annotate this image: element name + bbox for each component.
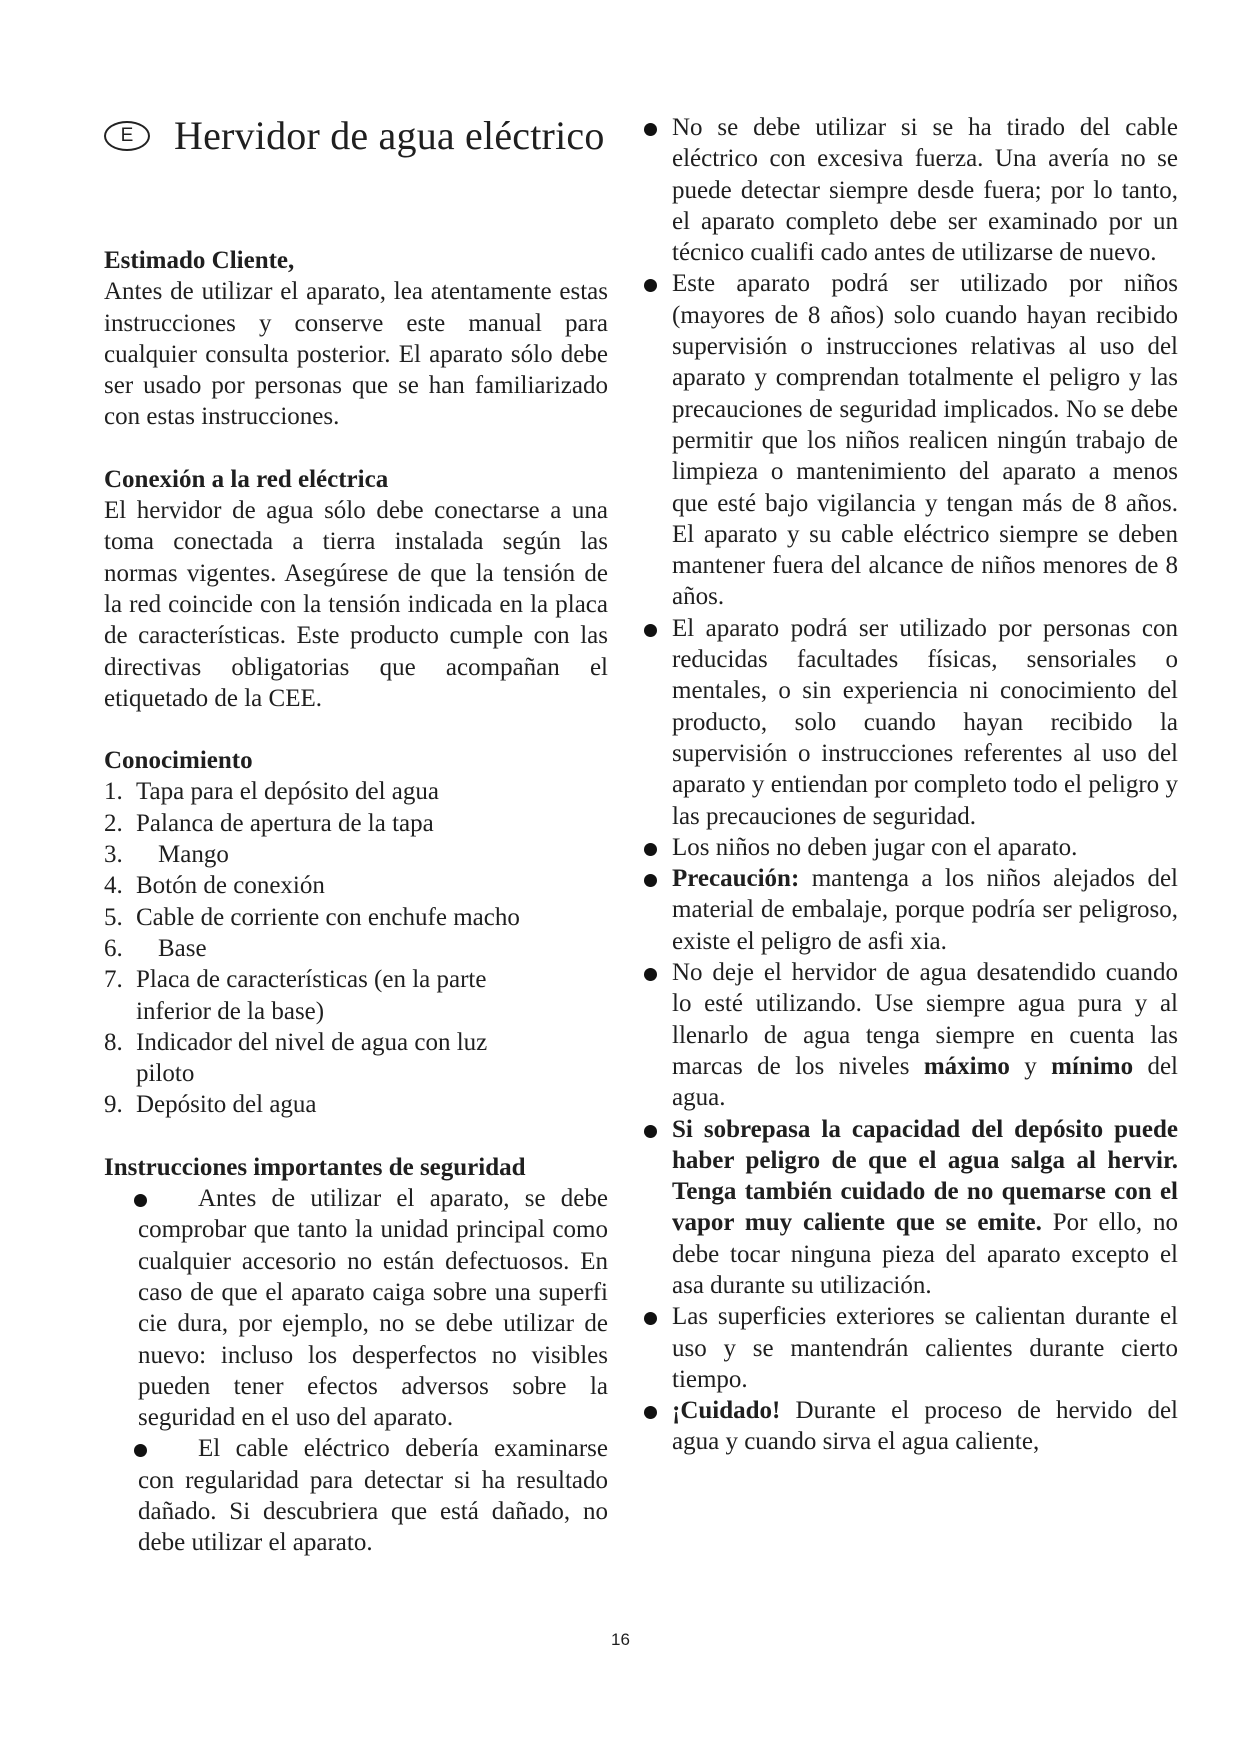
connection-text: El hervidor de agua sólo debe conectarse a una toma conectada a tierra instalada según las normas vigentes. Asegúrese de que la tensión de la red coincide con la tensión indicada en la placa de características. Este producto cumple con las directivas obligatorias que acompañan el etiquetado de la CEE.	[104, 497, 608, 712]
item-text: El aparato podrá ser utilizado por personas con reducidas facultades físicas, sensoriales o mentales, o sin experiencia ni conocimiento del producto, solo cuando hayan recibido la supervisión o instrucciones referentes al uso del aparato y entiendan por completo todo el peligro y las precauciones de seguridad.	[672, 614, 1178, 830]
surfaces-text: Las superficies exteriores se calientan durante el uso y se mantendrán calientes durante cierto tiempo.	[672, 1303, 1178, 1393]
intro-section	[104, 245, 608, 433]
list-item	[104, 776, 608, 807]
item-text: Tapa para el depósito del agua	[136, 778, 439, 806]
item-text: Base	[158, 934, 207, 962]
careful-text: Durante el proceso de hervido del agua y cuando sirva el agua caliente,	[672, 1397, 1178, 1456]
caution-text: mantenga a los niños alejados del material de embalaje, porque podría ser peligroso, existe el peligro de asfi xia.	[672, 865, 1178, 955]
knowledge-section	[104, 745, 608, 1121]
list-item	[104, 1027, 608, 1090]
item-text: Placa de características (en la parte inferior de la base)	[136, 966, 487, 1025]
list-item	[638, 1301, 1178, 1395]
item-text: Cable de corriente con enchufe macho	[136, 903, 520, 931]
list-item	[638, 957, 1178, 1113]
item-number: 5.	[104, 903, 123, 931]
safety-heading: Instrucciones importantes de seguridad	[104, 1153, 526, 1181]
parts-list	[104, 776, 608, 1120]
item-number: 4.	[104, 872, 123, 900]
page-number: 16	[611, 1630, 630, 1649]
intro-text: Antes de utilizar el aparato, lea atentamente estas instrucciones y conserve este manual para cualquier consulta posterior. El aparato sólo debe ser usado por personas que se han familiarizado con estas instrucciones.	[104, 278, 608, 431]
list-item	[638, 832, 1178, 863]
list-item	[638, 1395, 1178, 1458]
item-text: No se debe utilizar si se ha tirado del cable eléctrico con excesiva fuerza. Una avería no se puede detectar siempre desde fuera; por lo tanto, el aparato completo debe ser examinado por un técnico cualifi cado antes de utilizarse de nuevo.	[672, 114, 1178, 267]
list-item	[104, 1089, 608, 1120]
list-item	[104, 902, 608, 933]
connection-section	[104, 464, 608, 714]
item-number: 2.	[104, 809, 123, 837]
bullet-icon	[134, 1444, 147, 1457]
language-badge-icon: E	[104, 121, 150, 151]
bullet-icon	[644, 123, 657, 136]
left-column	[104, 112, 608, 1590]
caution-label: Precaución:	[672, 865, 800, 893]
item-text: Este aparato podrá ser utilizado por niños (mayores de 8 años) solo cuando hayan recibido supervisión o instrucciones relativas al uso del aparato y comprendan totalmente el peligro y las precauciones de seguridad implicados. No se debe permitir que los niños realicen ningún trabajo de limpieza o mantenimiento del aparato a menos que esté bajo vigilancia y tengan más de 8 años. El aparato y su cable eléctrico siempre se deben mantener fuera del alcance de niños menores de 8 años.	[672, 270, 1178, 611]
connection-heading: Conexión a la red eléctrica	[104, 465, 389, 493]
list-item	[638, 1114, 1178, 1302]
right-column	[638, 112, 1178, 1458]
item-text: Mango	[158, 841, 229, 869]
bullet-icon	[644, 1312, 657, 1325]
title-row	[104, 112, 608, 159]
bullet-icon	[644, 968, 657, 981]
careful-label: ¡Cuidado!	[672, 1397, 781, 1425]
knowledge-heading: Conocimiento	[104, 747, 253, 775]
overfill-text: Por ello, no debe tocar ninguna pieza del aparato excepto el asa durante su utilización.	[672, 1209, 1178, 1299]
max-label: máximo	[923, 1052, 1010, 1080]
bullet-icon	[644, 1406, 657, 1419]
item-text: Los niños no deben jugar con el aparato.	[672, 833, 1078, 861]
item-number: 6.	[104, 934, 123, 962]
min-label: mínimo	[1051, 1052, 1134, 1080]
unattended-text-middle: y	[1009, 1052, 1052, 1080]
list-item	[104, 870, 608, 901]
page-title: Hervidor de agua eléctrico	[174, 113, 605, 158]
item-text: Depósito del agua	[136, 1091, 317, 1119]
safety-section	[104, 1152, 608, 1559]
list-item	[104, 1433, 608, 1558]
item-number: 1.	[104, 778, 123, 806]
item-text: El cable eléctrico debería examinarse con regularidad para detectar si ha resultado dañado. Si descubriera que está dañado, no debe utilizar el aparato.	[138, 1435, 608, 1557]
unattended-text-start: No deje el hervidor de agua desatendido cuando lo esté utilizando. Use siempre agua pura y al llenarlo de agua tenga siempre en cuenta las marcas de los niveles	[672, 959, 1178, 1080]
bullet-icon	[644, 1125, 657, 1138]
list-item	[638, 112, 1178, 268]
item-number: 9.	[104, 1091, 123, 1119]
list-item	[104, 933, 608, 964]
bullet-icon	[644, 874, 657, 887]
bullet-icon	[644, 279, 657, 292]
item-text: Indicador del nivel de agua con luz piloto	[136, 1028, 488, 1088]
list-item	[638, 863, 1178, 957]
list-item	[104, 964, 608, 1027]
list-item	[638, 268, 1178, 612]
bullet-icon	[644, 624, 657, 637]
item-number: 3.	[104, 841, 123, 869]
safety-list-left	[104, 1183, 608, 1559]
safety-list-right	[638, 112, 1178, 1458]
list-item	[104, 808, 608, 839]
bullet-icon	[644, 843, 657, 856]
item-text: Antes de utilizar el aparato, se debe comprobar que tanto la unidad principal como cualquier accesorio no están defectuosos. En caso de que el aparato caiga sobre una superfi cie dura, por ejemplo, no se debe utilizar de nuevo: incluso los desperfectos no visibles pueden tener efectos adversos sobre la seguridad en el uso del aparato.	[138, 1185, 608, 1432]
overfill-warning: Si sobrepasa la capacidad del depósito puede haber peligro de que el agua salga al hervir. Tenga también cuidado de no quemarse con el vapor muy caliente que se emite.	[672, 1115, 1178, 1237]
list-item	[104, 839, 608, 870]
item-number: 7.	[104, 966, 123, 994]
unattended-text-end: del agua.	[672, 1052, 1178, 1112]
list-item	[638, 613, 1178, 832]
item-number: 8.	[104, 1028, 123, 1056]
bullet-icon	[134, 1194, 147, 1207]
item-text: Palanca de apertura de la tapa	[136, 809, 434, 837]
greeting: Estimado Cliente,	[104, 247, 295, 274]
item-text: Botón de conexión	[136, 872, 325, 900]
list-item	[104, 1183, 608, 1433]
